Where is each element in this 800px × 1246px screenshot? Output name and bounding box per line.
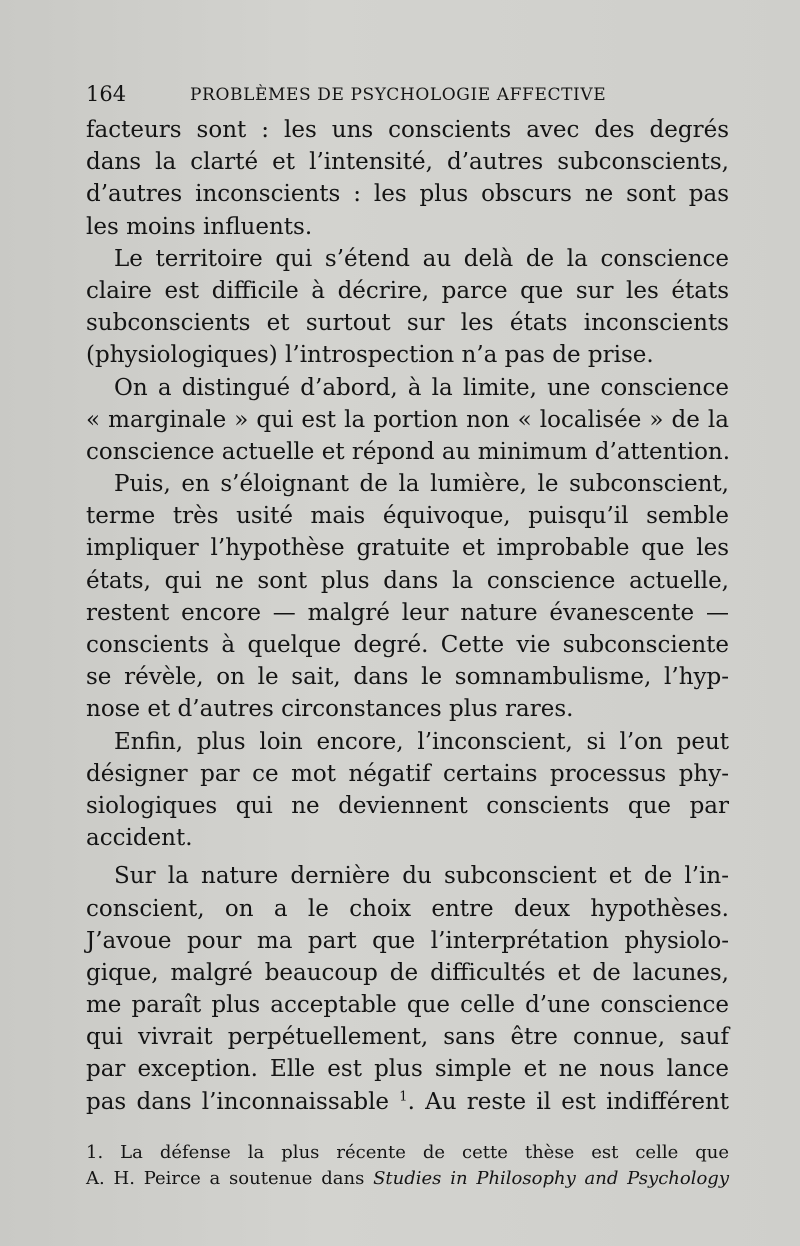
footnote-line: 1. La défense la plus récente de cette thèse est celle que: [86, 1142, 729, 1163]
text-line: dans la clarté et l’intensité, d’autres subconscients,: [86, 149, 729, 176]
text-line: (physiologiques) l’introspection n’a pas de prise.: [86, 342, 654, 369]
text-line: gique, malgré beaucoup de difficultés et de lacunes,: [86, 959, 729, 986]
text-line: par exception. Elle est plus simple et ne nous lance: [86, 1056, 729, 1083]
text-line: terme très usité mais équivoque, puisqu’il semble: [86, 503, 729, 530]
text-line: facteurs sont : les uns conscients avec des degrés: [86, 117, 729, 143]
text-line: impliquer l’hypothèse gratuite et improbable que les: [86, 535, 729, 562]
running-title: PROBLÈMES DE PSYCHOLOGIE AFFECTIVE: [190, 85, 607, 105]
footnote-book-title: Studies in Philosophy and Psychology: [373, 1168, 729, 1189]
text-line: J’avoue pour ma part que l’interprétation physiolo-: [86, 927, 729, 954]
text-line: d’autres inconscients : les plus obscurs ne sont pas: [86, 181, 729, 208]
text-line: On a distingué d’abord, à la limite, une conscience: [114, 374, 729, 401]
text-line: qui vivrait perpétuellement, sans être connue, sauf: [86, 1024, 729, 1051]
text-line: les moins influents.: [86, 213, 313, 240]
footnote-marker[interactable]: 1: [399, 1088, 408, 1104]
text-line: me paraît plus acceptable que celle d’une conscience: [86, 992, 729, 1019]
text-line: états, qui ne sont plus dans la conscience actuelle,: [86, 567, 729, 594]
text-line: Le territoire qui s’étend au delà de la conscience: [114, 245, 729, 272]
text-line: conscient, on a le choix entre deux hypothèses.: [86, 895, 729, 922]
footnotes: [86, 1140, 729, 1192]
text-line: Puis, en s’éloignant de la lumière, le subconscient,: [114, 471, 729, 498]
text-line: conscients à quelque degré. Cette vie subconsciente: [86, 632, 729, 658]
text-line: restent encore — malgré leur nature évanescente —: [86, 599, 729, 626]
text-line: désigner par ce mot négatif certains processus phy-: [86, 760, 729, 787]
text-line: Sur la nature dernière du subconscient et de l’in-: [114, 863, 729, 890]
text-line: siologiques qui ne deviennent conscients que par: [86, 792, 729, 819]
page-number: 164: [86, 82, 127, 106]
text-line: nose et d’autres circonstances plus rares.: [86, 696, 574, 723]
text-line: conscience actuelle et répond au minimum d’attention.: [86, 438, 731, 465]
body-text: [86, 114, 729, 1118]
page-header: [86, 82, 736, 112]
text-line: « marginale » qui est la portion non « localisée » de la: [86, 406, 729, 433]
text-line: accident.: [86, 825, 193, 852]
footnote-line: [86, 1166, 729, 1192]
text-fragment: . Au reste il est indifférent: [407, 1088, 729, 1115]
text-line: subconscients et surtout sur les états inconscients: [86, 310, 729, 337]
text-line: Enfin, plus loin encore, l’inconscient, si l’on peut: [114, 728, 729, 755]
text-line: se révèle, on le sait, dans le somnambulisme, l’hyp-: [86, 664, 729, 691]
footnote-text: A. H. Peirce a soutenue dans: [86, 1168, 365, 1189]
text-fragment: pas dans l’inconnaissable: [86, 1088, 390, 1115]
text-line: [86, 1086, 729, 1118]
text-line: claire est difficile à décrire, parce que sur les états: [86, 277, 729, 304]
